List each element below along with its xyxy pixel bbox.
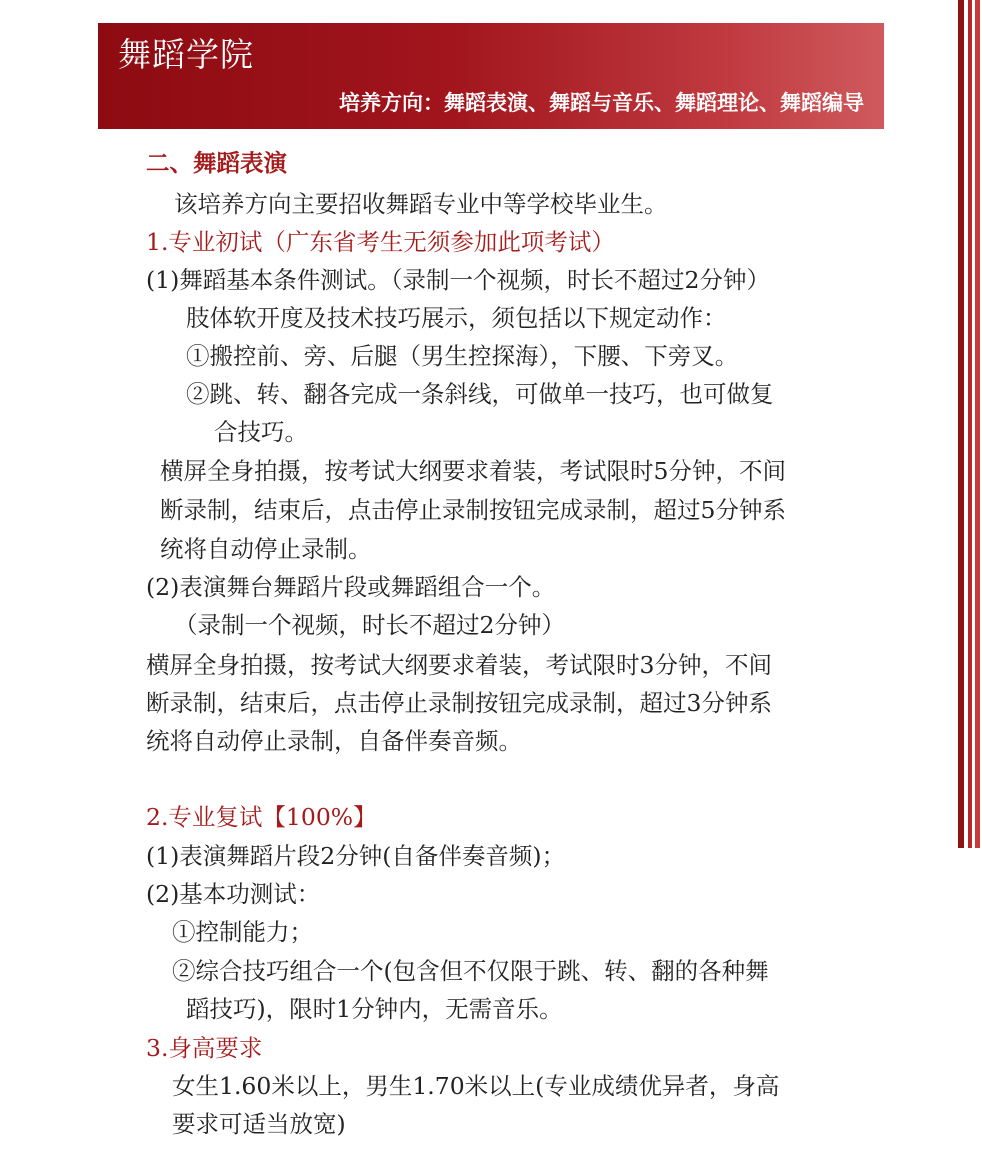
exam1-item1-action2: ②跳、转、翻各完成一条斜线，可做单一技巧，也可做复 bbox=[186, 380, 774, 408]
exam2-sub1: ①控制能力； bbox=[172, 918, 313, 946]
exam1-item1-title: (1)舞蹈基本条件测试。（录制一个视频，时长不超过2分钟） bbox=[146, 266, 770, 294]
exam1-item1-note: 横屏全身拍摄，按考试大纲要求着装，考试限时5分钟，不间 bbox=[160, 457, 786, 485]
section-intro: 该培养方向主要招收舞蹈专业中等学校毕业生。 bbox=[174, 190, 668, 218]
page-subtitle: 培养方向：舞蹈表演、舞蹈与音乐、舞蹈理论、舞蹈编导 bbox=[339, 90, 864, 115]
exam2-sub2-cont: 蹈技巧)，限时1分钟内，无需音乐。 bbox=[186, 995, 563, 1023]
exam1-item1-note: 统将自动停止录制。 bbox=[160, 535, 372, 563]
exam2-heading: 2.专业复试【100%】 bbox=[146, 803, 377, 831]
exam1-item1-action1: ①搬控前、旁、后腿（男生控探海），下腰、下旁叉。 bbox=[186, 342, 739, 370]
right-decorative-rule bbox=[954, 0, 982, 848]
exam2-item1: (1)表演舞蹈片段2分钟(自备伴奏音频)； bbox=[146, 842, 566, 870]
exam1-item1-note: 断录制，结束后，点击停止录制按钮完成录制，超过5分钟系 bbox=[160, 496, 786, 524]
header-banner bbox=[98, 23, 884, 129]
exam1-item2-duration: （录制一个视频，时长不超过2分钟） bbox=[174, 611, 565, 639]
right-rule-bar bbox=[958, 0, 964, 848]
exam1-item2-note: 断录制，结束后，点击停止录制按钮完成录制，超过3分钟系 bbox=[146, 689, 772, 717]
exam1-heading: 1.专业初试（广东省考生无须参加此项考试） bbox=[146, 228, 615, 256]
exam1-item2-note: 统将自动停止录制，自备伴奏音频。 bbox=[146, 727, 522, 755]
right-rule-bar bbox=[975, 0, 980, 848]
exam1-item2-note: 横屏全身拍摄，按考试大纲要求着装，考试限时3分钟，不间 bbox=[146, 651, 772, 679]
exam1-item2-title: (2)表演舞台舞蹈片段或舞蹈组合一个。 bbox=[146, 573, 556, 601]
section-heading: 二、舞蹈表演 bbox=[146, 149, 287, 177]
exam1-item1-action2-cont: 合技巧。 bbox=[214, 418, 308, 446]
exam3-heading: 3.身高要求 bbox=[146, 1034, 263, 1062]
exam3-line: 要求可适当放宽) bbox=[172, 1110, 346, 1138]
right-rule-bar bbox=[968, 0, 972, 848]
page-title: 舞蹈学院 bbox=[118, 35, 254, 74]
exam1-item1-desc: 肢体软开度及技术技巧展示，须包括以下规定动作： bbox=[186, 304, 727, 332]
exam3-line: 女生1.60米以上，男生1.70米以上(专业成绩优异者，身高 bbox=[172, 1072, 780, 1100]
exam2-item2: (2)基本功测试： bbox=[146, 880, 321, 908]
exam2-sub2: ②综合技巧组合一个(包含但不仅限于跳、转、翻的各种舞 bbox=[172, 957, 769, 985]
